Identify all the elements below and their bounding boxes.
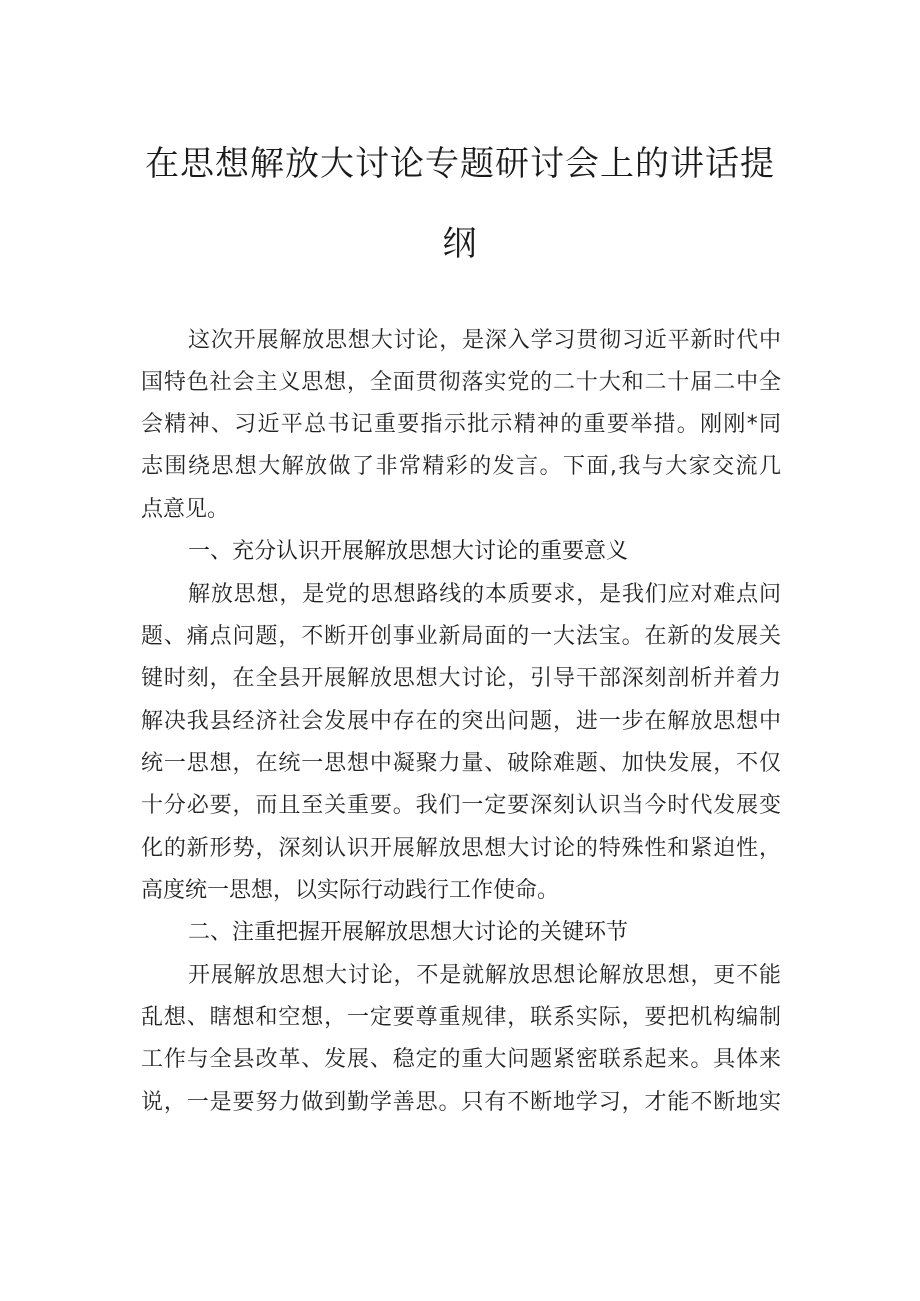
section-2-heading: 二、注重把握开展解放思想大讨论的关键环节 — [188, 920, 629, 945]
section-1-line: 解放思想，是党的思想路线的本质要求，是我们应对难点问 — [188, 582, 781, 607]
section-1-line: 化的新形势，深刻认识开展解放思想大讨论的特殊性和紧迫性， — [141, 836, 781, 861]
document-title-line-1: 在思想解放大讨论专题研讨会上的讲话提 — [145, 144, 775, 184]
section-1-line: 解决我县经济社会发展中存在的突出问题，进一步在解放思想中 — [141, 709, 781, 734]
section-2-line: 开展解放思想大讨论，不是就解放思想论解放思想，更不能 — [188, 963, 781, 988]
section-1-line: 题、痛点问题，不断开创事业新局面的一大法宝。在新的发展关 — [141, 624, 781, 649]
section-2-line: 说，一是要努力做到勤学善思。只有不断地学习，才能不断地实 — [141, 1090, 781, 1115]
document-title-line-2: 纲 — [442, 224, 478, 264]
section-1-line: 十分必要，而且至关重要。我们一定要深刻认识当今时代发展变 — [141, 793, 781, 818]
intro-line: 这次开展解放思想大讨论，是深入学习贯彻习近平新时代中 — [188, 328, 781, 353]
intro-line: 点意见。 — [141, 497, 230, 522]
section-1-line: 高度统一思想，以实际行动践行工作使命。 — [141, 878, 560, 903]
intro-line: 国特色社会主义思想，全面贯彻落实党的二十大和二十届二中全 — [141, 370, 781, 395]
section-1-line: 统一思想，在统一思想中凝聚力量、破除难题、加快发展，不仅 — [141, 751, 781, 776]
section-2-line: 乱想、瞎想和空想，一定要尊重规律，联系实际，要把机构编制 — [141, 1005, 781, 1030]
section-2-line: 工作与全县改革、发展、稳定的重大问题紧密联系起来。具体来 — [141, 1047, 781, 1072]
section-1-line: 键时刻，在全县开展解放思想大讨论，引导干部深刻剖析并着力 — [141, 666, 781, 691]
intro-line: 志围绕思想大解放做了非常精彩的发言。下面,我与大家交流几 — [141, 454, 781, 479]
section-1-heading: 一、充分认识开展解放思想大讨论的重要意义 — [188, 539, 629, 564]
intro-line: 会精神、习近平总书记重要指示批示精神的重要举措。刚刚*同 — [141, 412, 781, 437]
